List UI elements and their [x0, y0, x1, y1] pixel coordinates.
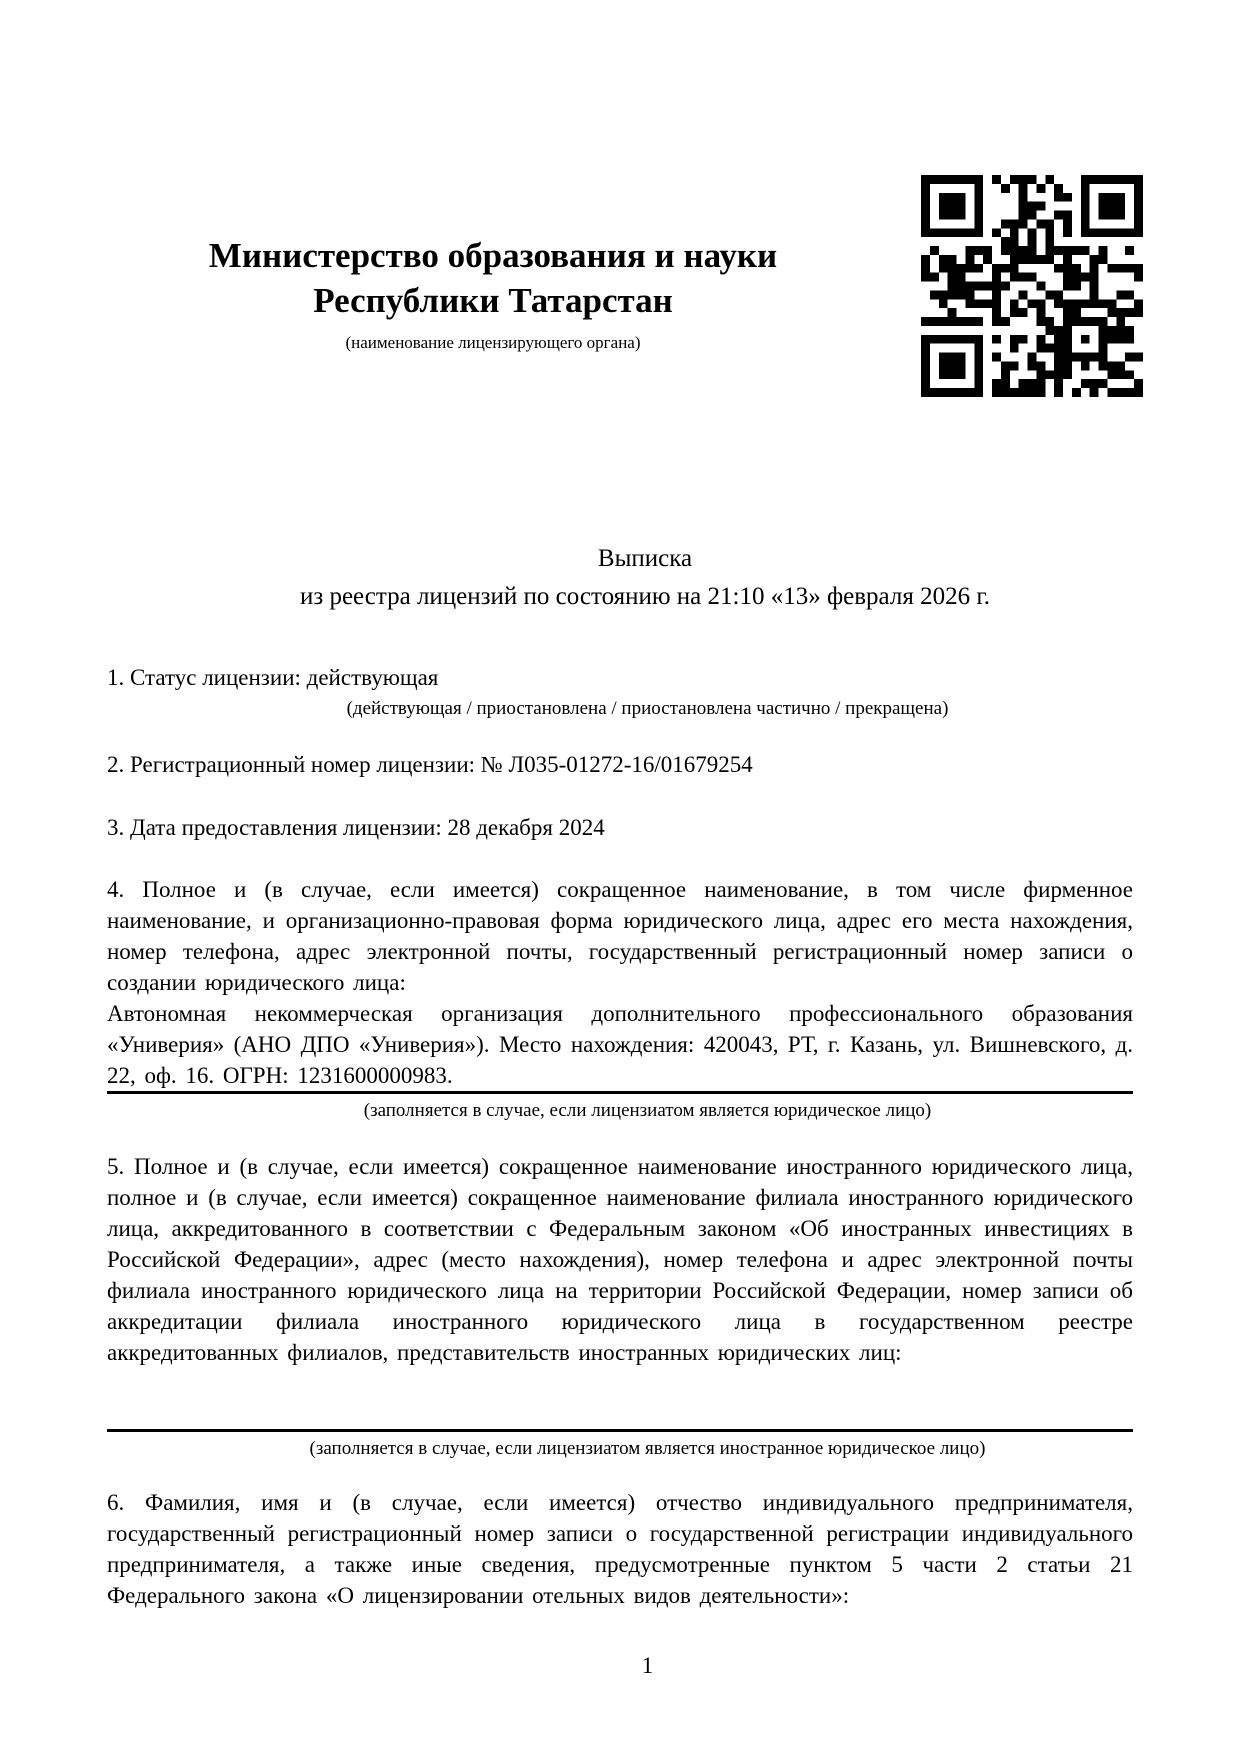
section-legal-entity-footnote: (заполняется в случае, если лицензиатом является юридическое лицо): [363, 1100, 932, 1121]
document-title-line2: из реестра лицензий по состоянию на 21:10 «13» февраля 2026 г.: [299, 583, 991, 610]
document-title: [107, 540, 1133, 616]
ministry-caption: (наименование лицензирующего органа): [345, 333, 641, 352]
ministry-name-line2: Республики Татарстан: [313, 281, 673, 320]
section-legal-entity: [107, 874, 1133, 1091]
page-content: [107, 0, 1133, 1754]
ministry-name: [107, 233, 879, 323]
page-number: 1: [641, 1653, 654, 1678]
section-legal-entity-label: 4. Полное и (в случае, если имеется) сокращенное наименование, в том числе фирменное наименование, и организационно-правовая форма юридического лица, адрес его места нахождения, номер телефона, адрес электронной почты, государственный регистрационный номер записи о создании юридического лица:: [107, 877, 1133, 995]
ministry-name-line1: Министерство образования и науки: [208, 236, 778, 275]
section-foreign-entity: 5. Полное и (в случае, если имеется) сокращенное наименование иностранного юридического лица, полное и (в случае, если имеется) сокращенное наименование филиала иностранного юридического лица, аккредитованного в соответствии с Федеральным законом «Об иностранных инвестициях в Российской Федерации», адрес (место нахождения), номер телефона и адрес электронной почты филиала иностранного юридического лица на территории Российской Федерации, номер записи об аккредитации филиала иностранного юридического лица в государственном реестре аккредитованных филиалов, представительств иностранных юридических лиц:: [107, 1154, 1133, 1365]
qr-code-icon: [921, 175, 1143, 397]
section-license-status: 1. Статус лицензии: действующая: [107, 665, 439, 690]
section-license-status-hint: (действующая / приостановлена / приостановлена частично / прекращена): [346, 698, 949, 719]
legal-entity-divider: [107, 1091, 1133, 1094]
section-foreign-entity-footnote: (заполняется в случае, если лицензиатом является иностранное юридическое лицо): [309, 1438, 986, 1459]
licensing-authority-header: [107, 233, 879, 354]
document-title-line1: Выписка: [597, 545, 693, 572]
foreign-entity-divider: [107, 1429, 1133, 1432]
section-individual-entrepreneur: 6. Фамилия, имя и (в случае, если имеется) отчество индивидуального предпринимателя, государственный регистрационный номер записи о государственной регистрации индивидуального предпринимателя, а также иные сведения, предусмотренные пунктом 5 части 2 статьи 21 Федерального закона «О лицензировании отельных видов деятельности»:: [107, 1490, 1133, 1608]
section-legal-entity-value: Автономная некоммерческая организация дополнительного профессионального образования «Универия» (АНО ДПО «Универия»). Место нахождения: 420043, РТ, г. Казань, ул. Вишневского, д. 22, оф. 16. ОГРН: 1231600000983.: [107, 1001, 1133, 1088]
section-grant-date: 3. Дата предоставления лицензии: 28 декабря 2024: [107, 815, 605, 840]
section-registration-number: 2. Регистрационный номер лицензии: № Л035-01272-16/01679254: [107, 752, 753, 777]
